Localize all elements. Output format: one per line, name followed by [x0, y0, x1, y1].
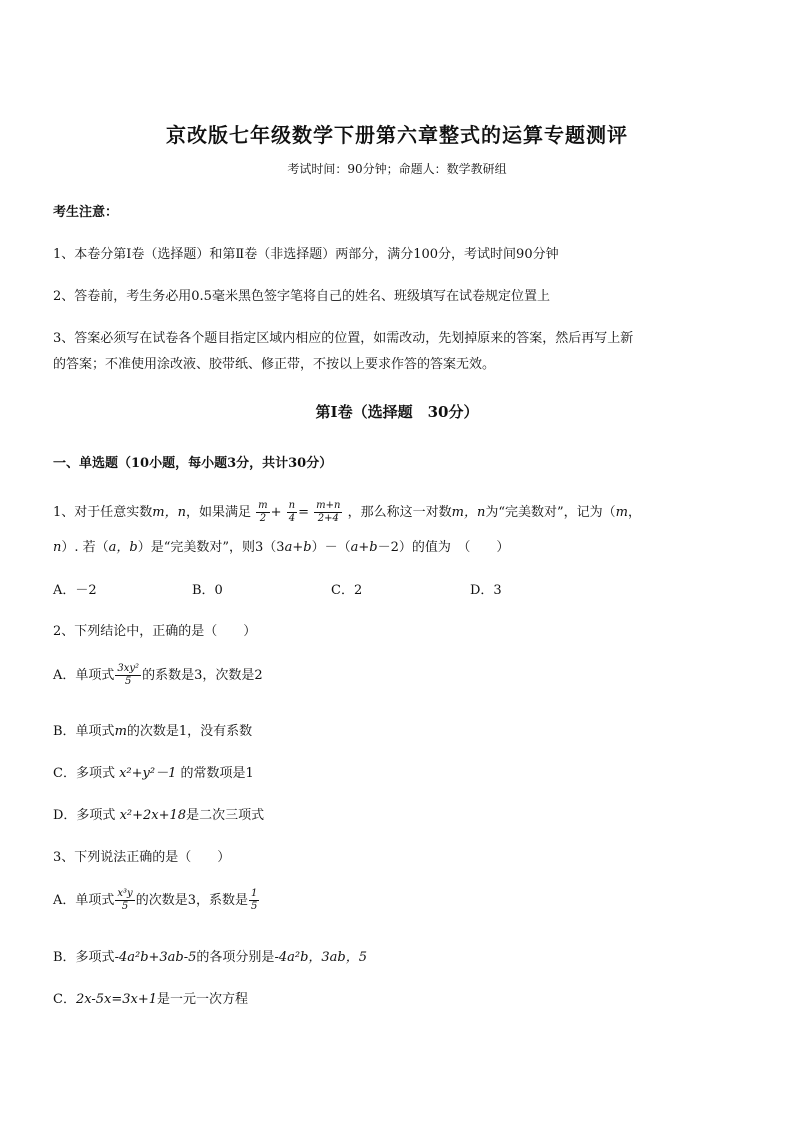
- option-b[interactable]: B．0: [192, 583, 223, 598]
- page-title: 京改版七年级数学下册第六章整式的运算专题测评: [166, 123, 628, 147]
- notice-item-3: 3、答案必须写在试卷各个题目指定区域内相应的位置，如需改动，先划掉原来的答案，然后再写上新: [53, 331, 634, 346]
- question-2-option-c[interactable]: C．多项式 x²+y²－1 的常数项是1: [53, 766, 254, 781]
- part-title: 一、单选题（10小题，每小题3分，共计30分）: [53, 456, 333, 471]
- notice-heading: 考生注意：: [53, 205, 119, 220]
- option-c[interactable]: C．2: [331, 583, 363, 598]
- fraction-mn-6: $\frac{m+n}{2+4}$: [316, 500, 341, 524]
- notice-item-1: 1、本卷分第Ⅰ卷（选择题）和第Ⅱ卷（非选择题）两部分，满分100分，考试时间90分钟: [53, 247, 559, 262]
- question-3-option-a[interactable]: A．单项式 $\frac{\text{x³y}}{5}$ 的次数是3，系数是 $\frac{1}{5}$: [53, 888, 258, 912]
- question-2-option-b[interactable]: B．单项式m的次数是1，没有系数: [53, 724, 253, 739]
- question-1-line-1: 1、对于任意实数m，n，如果满足 $\frac{m}{2}$ + $\frac{n}{4}$ = $\frac{m+n}{2+4}$ ，那么称这一对数m，n为“完美数对”，记为（m，: [53, 500, 641, 524]
- exam-info: 考试时间：90分钟；命题人：数学教研组: [287, 162, 507, 176]
- question-2-option-d[interactable]: D．多项式 x²+2x+18是二次三项式: [53, 808, 265, 823]
- question-3-stem: 3、下列说法正确的是（ ）: [53, 850, 231, 865]
- fraction-m-2: $\frac{m}{2}$: [258, 500, 268, 524]
- notice-item-2: 2、答卷前，考生务必用0.5毫米黑色签字笔将自己的姓名、班级填写在试卷规定位置上: [53, 289, 550, 304]
- fraction-n-4: $\frac{n}{4}$: [288, 500, 296, 524]
- question-3-option-b[interactable]: B．多项式-4a²b+3ab-5的各项分别是-4a²b，3ab，5: [53, 950, 367, 965]
- question-1-options: [53, 579, 609, 598]
- question-1-line-2: n）. 若（a，b）是“完美数对”，则3（3a+b）－（a+b－2）的值为 （ ）: [53, 540, 510, 555]
- question-2-stem: 2、下列结论中，正确的是（ ）: [53, 624, 257, 639]
- notice-item-3-cont: 的答案；不准使用涂改液、胶带纸、修正带，不按以上要求作答的答案无效。: [53, 357, 496, 372]
- section-title: 第Ⅰ卷（选择题 30分）: [315, 403, 479, 421]
- question-3-option-c[interactable]: C．2x-5x=3x+1是一元一次方程: [53, 992, 248, 1007]
- option-d[interactable]: D．3: [470, 583, 502, 598]
- option-a[interactable]: A．－2: [53, 583, 97, 598]
- question-2-option-a[interactable]: A．单项式 $\frac{\text{3xy²}}{5}$ 的系数是3，次数是2: [53, 663, 263, 687]
